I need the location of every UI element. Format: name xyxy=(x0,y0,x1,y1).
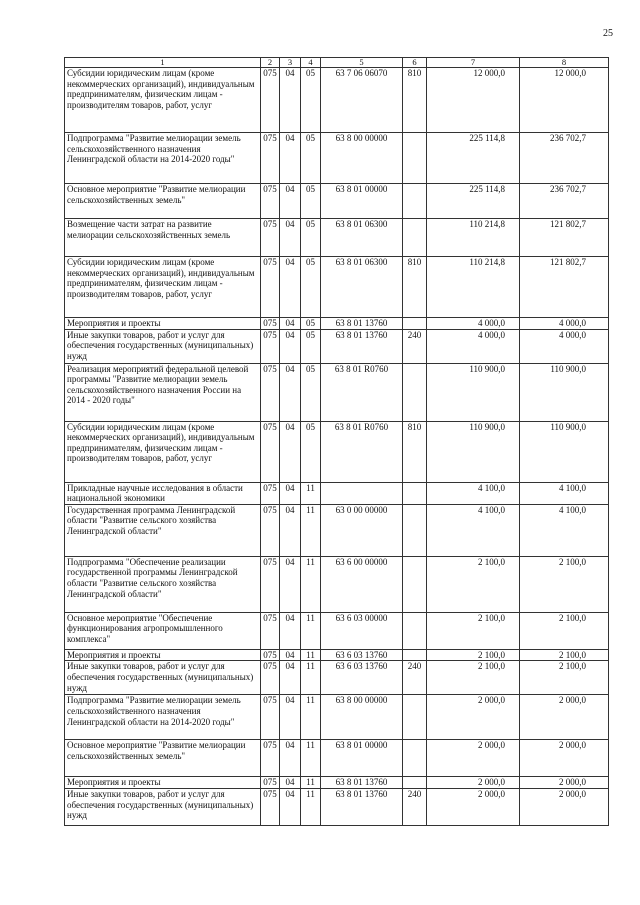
section-code: 04 xyxy=(280,219,301,257)
table-row xyxy=(65,363,609,421)
amount-col8: 4 100,0 xyxy=(520,482,609,504)
amount-col7: 2 100,0 xyxy=(427,556,520,612)
table-row xyxy=(65,777,609,789)
table-row xyxy=(65,133,609,184)
amount-col7: 2 100,0 xyxy=(427,661,520,695)
target-article-code: 63 8 01 00000 xyxy=(321,740,403,777)
amount-col8: 110 900,0 xyxy=(520,421,609,482)
table-row xyxy=(65,421,609,482)
target-article-code: 63 8 01 00000 xyxy=(321,184,403,219)
ministry-code: 075 xyxy=(261,329,280,363)
amount-col7: 110 900,0 xyxy=(427,363,520,421)
expense-type-code: 810 xyxy=(403,421,427,482)
amount-col7: 4 100,0 xyxy=(427,504,520,556)
amount-col7: 2 100,0 xyxy=(427,612,520,649)
amount-col8: 12 000,0 xyxy=(520,68,609,133)
amount-col7: 4 000,0 xyxy=(427,318,520,330)
expense-type-code xyxy=(403,777,427,789)
expense-type-code xyxy=(403,695,427,740)
table-row xyxy=(65,695,609,740)
expense-type-code xyxy=(403,363,427,421)
column-header: 4 xyxy=(301,58,321,68)
target-article-code: 63 8 01 13760 xyxy=(321,777,403,789)
amount-col8: 236 702,7 xyxy=(520,184,609,219)
target-article-code: 63 7 06 06070 xyxy=(321,68,403,133)
expense-type-code xyxy=(403,219,427,257)
header-row xyxy=(65,58,609,68)
target-article-code: 63 8 01 06300 xyxy=(321,257,403,318)
row-name: Мероприятия и проекты xyxy=(65,649,261,661)
subsection-code: 05 xyxy=(301,329,321,363)
amount-col7: 2 000,0 xyxy=(427,740,520,777)
row-name: Субсидии юридическим лицам (кроме некоммерческих организаций), индивидуальным предпринимателям, физическим лицам - производителям товаров, работ, услуг xyxy=(65,68,261,133)
subsection-code: 05 xyxy=(301,219,321,257)
subsection-code: 11 xyxy=(301,556,321,612)
target-article-code: 63 6 03 13760 xyxy=(321,661,403,695)
expense-type-code xyxy=(403,318,427,330)
table-row xyxy=(65,556,609,612)
amount-col8: 2 100,0 xyxy=(520,612,609,649)
expense-type-code: 240 xyxy=(403,329,427,363)
amount-col8: 2 000,0 xyxy=(520,777,609,789)
subsection-code: 11 xyxy=(301,777,321,789)
row-name: Подпрограмма "Развитие мелиорации земель сельскохозяйственного назначения Ленинградской области на 2014-2020 годы" xyxy=(65,133,261,184)
expense-type-code xyxy=(403,556,427,612)
ministry-code: 075 xyxy=(261,482,280,504)
subsection-code: 05 xyxy=(301,363,321,421)
amount-col7: 2 000,0 xyxy=(427,695,520,740)
amount-col8: 2 100,0 xyxy=(520,661,609,695)
subsection-code: 05 xyxy=(301,184,321,219)
column-header: 8 xyxy=(520,58,609,68)
ministry-code: 075 xyxy=(261,184,280,219)
column-header: 6 xyxy=(403,58,427,68)
row-name: Субсидии юридическим лицам (кроме некоммерческих организаций), индивидуальным предпринимателям, физическим лицам - производителям товаров, работ, услуг xyxy=(65,257,261,318)
target-article-code: 63 8 00 00000 xyxy=(321,695,403,740)
amount-col8: 121 802,7 xyxy=(520,219,609,257)
row-name: Мероприятия и проекты xyxy=(65,318,261,330)
section-code: 04 xyxy=(280,68,301,133)
row-name: Субсидии юридическим лицам (кроме некоммерческих организаций), индивидуальным предпринимателям, физическим лицам - производителям товаров, работ, услуг xyxy=(65,421,261,482)
table-row xyxy=(65,184,609,219)
target-article-code: 63 6 03 00000 xyxy=(321,612,403,649)
column-header: 7 xyxy=(427,58,520,68)
column-header: 1 xyxy=(65,58,261,68)
amount-col8: 236 702,7 xyxy=(520,133,609,184)
row-name: Подпрограмма "Обеспечение реализации государственной программы Ленинградской области "Развитие сельского хозяйства Ленинградской области" xyxy=(65,556,261,612)
expense-type-code: 810 xyxy=(403,68,427,133)
target-article-code: 63 6 00 00000 xyxy=(321,556,403,612)
section-code: 04 xyxy=(280,329,301,363)
expense-type-code xyxy=(403,612,427,649)
ministry-code: 075 xyxy=(261,133,280,184)
target-article-code: 63 8 00 00000 xyxy=(321,133,403,184)
ministry-code: 075 xyxy=(261,219,280,257)
section-code: 04 xyxy=(280,740,301,777)
target-article-code: 63 6 03 13760 xyxy=(321,649,403,661)
ministry-code: 075 xyxy=(261,695,280,740)
row-name: Основное мероприятие "Развитие мелиорации сельскохозяйственных земель" xyxy=(65,740,261,777)
amount-col7: 110 214,8 xyxy=(427,219,520,257)
amount-col8: 2 000,0 xyxy=(520,740,609,777)
section-code: 04 xyxy=(280,695,301,740)
target-article-code: 63 0 00 00000 xyxy=(321,504,403,556)
table-row xyxy=(65,68,609,133)
table-row xyxy=(65,788,609,825)
ministry-code: 075 xyxy=(261,740,280,777)
amount-col7: 225 114,8 xyxy=(427,133,520,184)
amount-col8: 2 100,0 xyxy=(520,649,609,661)
ministry-code: 075 xyxy=(261,661,280,695)
ministry-code: 075 xyxy=(261,556,280,612)
ministry-code: 075 xyxy=(261,257,280,318)
row-name: Основное мероприятие "Обеспечение функционирования агропромышленного комплекса" xyxy=(65,612,261,649)
section-code: 04 xyxy=(280,257,301,318)
target-article-code: 63 8 01 R0760 xyxy=(321,421,403,482)
row-name: Иные закупки товаров, работ и услуг для обеспечения государственных (муниципальных) нужд xyxy=(65,661,261,695)
section-code: 04 xyxy=(280,184,301,219)
expense-type-code xyxy=(403,133,427,184)
amount-col7: 225 114,8 xyxy=(427,184,520,219)
amount-col7: 4 100,0 xyxy=(427,482,520,504)
target-article-code: 63 8 01 06300 xyxy=(321,219,403,257)
section-code: 04 xyxy=(280,482,301,504)
subsection-code: 05 xyxy=(301,257,321,318)
table-row xyxy=(65,649,609,661)
subsection-code: 05 xyxy=(301,318,321,330)
target-article-code xyxy=(321,482,403,504)
section-code: 04 xyxy=(280,421,301,482)
subsection-code: 05 xyxy=(301,68,321,133)
amount-col8: 121 802,7 xyxy=(520,257,609,318)
subsection-code: 11 xyxy=(301,482,321,504)
ministry-code: 075 xyxy=(261,788,280,825)
amount-col7: 110 214,8 xyxy=(427,257,520,318)
section-code: 04 xyxy=(280,363,301,421)
subsection-code: 11 xyxy=(301,740,321,777)
section-code: 04 xyxy=(280,612,301,649)
ministry-code: 075 xyxy=(261,612,280,649)
row-name: Возмещение части затрат на развитие мелиорации сельскохозяйственных земель xyxy=(65,219,261,257)
expense-type-code xyxy=(403,482,427,504)
table-row xyxy=(65,329,609,363)
subsection-code: 05 xyxy=(301,133,321,184)
target-article-code: 63 8 01 13760 xyxy=(321,329,403,363)
amount-col8: 4 000,0 xyxy=(520,318,609,330)
expense-type-code: 240 xyxy=(403,788,427,825)
page-number: 25 xyxy=(603,28,613,39)
column-header: 5 xyxy=(321,58,403,68)
table-row xyxy=(65,318,609,330)
table-row xyxy=(65,219,609,257)
row-name: Мероприятия и проекты xyxy=(65,777,261,789)
amount-col8: 2 100,0 xyxy=(520,556,609,612)
row-name: Основное мероприятие "Развитие мелиорации сельскохозяйственных земель" xyxy=(65,184,261,219)
budget-table xyxy=(64,57,609,826)
table-row xyxy=(65,661,609,695)
ministry-code: 075 xyxy=(261,363,280,421)
ministry-code: 075 xyxy=(261,777,280,789)
amount-col8: 2 000,0 xyxy=(520,695,609,740)
section-code: 04 xyxy=(280,318,301,330)
amount-col7: 12 000,0 xyxy=(427,68,520,133)
ministry-code: 075 xyxy=(261,68,280,133)
column-header: 2 xyxy=(261,58,280,68)
section-code: 04 xyxy=(280,556,301,612)
subsection-code: 05 xyxy=(301,421,321,482)
section-code: 04 xyxy=(280,649,301,661)
subsection-code: 11 xyxy=(301,788,321,825)
ministry-code: 075 xyxy=(261,421,280,482)
amount-col7: 2 100,0 xyxy=(427,649,520,661)
row-name: Прикладные научные исследования в области национальной экономики xyxy=(65,482,261,504)
row-name: Государственная программа Ленинградской области "Развитие сельского хозяйства Ленинградской области" xyxy=(65,504,261,556)
section-code: 04 xyxy=(280,504,301,556)
section-code: 04 xyxy=(280,133,301,184)
subsection-code: 11 xyxy=(301,612,321,649)
ministry-code: 075 xyxy=(261,504,280,556)
expense-type-code xyxy=(403,740,427,777)
table-row xyxy=(65,612,609,649)
row-name: Иные закупки товаров, работ и услуг для обеспечения государственных (муниципальных) нужд xyxy=(65,788,261,825)
section-code: 04 xyxy=(280,661,301,695)
expense-type-code xyxy=(403,649,427,661)
expense-type-code: 240 xyxy=(403,661,427,695)
table-row xyxy=(65,482,609,504)
ministry-code: 075 xyxy=(261,318,280,330)
amount-col8: 4 100,0 xyxy=(520,504,609,556)
amount-col8: 110 900,0 xyxy=(520,363,609,421)
table-row xyxy=(65,504,609,556)
amount-col8: 2 000,0 xyxy=(520,788,609,825)
target-article-code: 63 8 01 13760 xyxy=(321,788,403,825)
expense-type-code xyxy=(403,184,427,219)
table-row xyxy=(65,257,609,318)
amount-col7: 4 000,0 xyxy=(427,329,520,363)
ministry-code: 075 xyxy=(261,649,280,661)
target-article-code: 63 8 01 13760 xyxy=(321,318,403,330)
table-row xyxy=(65,740,609,777)
amount-col7: 2 000,0 xyxy=(427,777,520,789)
expense-type-code: 810 xyxy=(403,257,427,318)
row-name: Реализация мероприятий федеральной целевой программы "Развитие мелиорации земель сельскохозяйственного назначения России на 2014 - 2020 годы" xyxy=(65,363,261,421)
row-name: Подпрограмма "Развитие мелиорации земель сельскохозяйственного назначения Ленинградской области на 2014-2020 годы" xyxy=(65,695,261,740)
subsection-code: 11 xyxy=(301,504,321,556)
row-name: Иные закупки товаров, работ и услуг для обеспечения государственных (муниципальных) нужд xyxy=(65,329,261,363)
column-header: 3 xyxy=(280,58,301,68)
expense-type-code xyxy=(403,504,427,556)
section-code: 04 xyxy=(280,788,301,825)
subsection-code: 11 xyxy=(301,649,321,661)
subsection-code: 11 xyxy=(301,695,321,740)
subsection-code: 11 xyxy=(301,661,321,695)
target-article-code: 63 8 01 R0760 xyxy=(321,363,403,421)
amount-col8: 4 000,0 xyxy=(520,329,609,363)
section-code: 04 xyxy=(280,777,301,789)
amount-col7: 2 000,0 xyxy=(427,788,520,825)
table-body xyxy=(65,68,609,826)
amount-col7: 110 900,0 xyxy=(427,421,520,482)
